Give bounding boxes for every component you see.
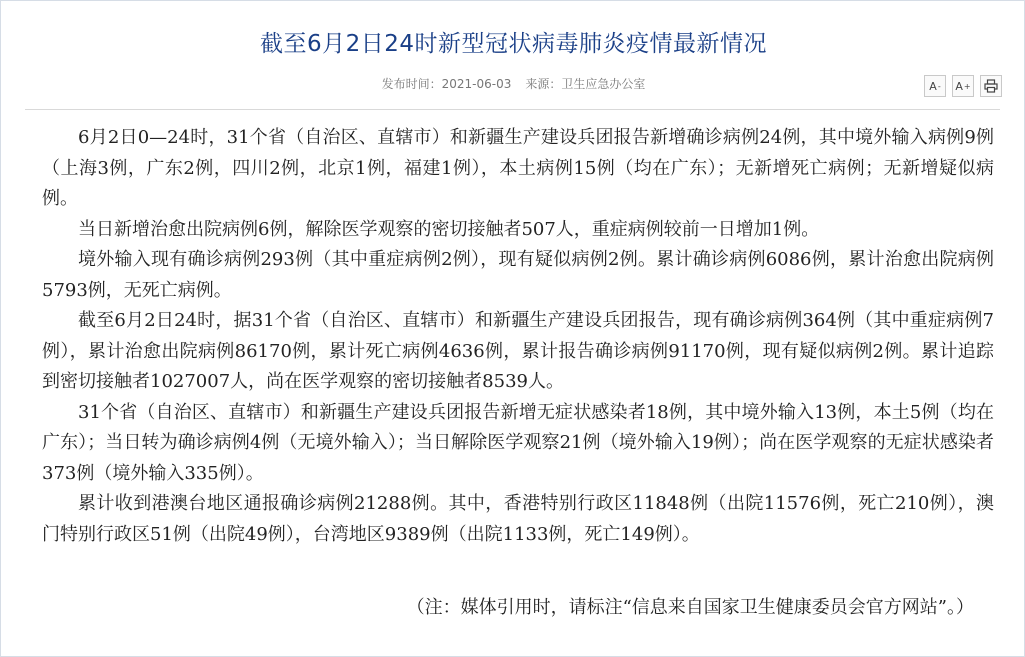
- paragraph: 当日新增治愈出院病例6例，解除医学观察的密切接触者507人，重症病例较前一日增加1例。: [78, 218, 820, 240]
- paragraph: 6月2日0—24时，31个省（自治区、直辖市）和新疆生产建设兵团报告新增确诊病例24例，其中境外输入病例9例（上海3例，广东2例，四川2例，北京1例，福建1例），本土病例15例（均在广东）；无新增死亡病例；无新增疑似病例。: [42, 127, 994, 209]
- article-meta: [1, 75, 1025, 92]
- paragraph: 累计收到港澳台地区通报确诊病例21288例。其中，香港特别行政区11848例（出院11576例，死亡210例），澳门特别行政区51例（出院49例），台湾地区9389例（出院1133例，死亡149例）。: [42, 493, 994, 545]
- source-label: 来源：: [525, 77, 562, 91]
- article-title: 截至6月2日24时新型冠状病毒肺炎疫情最新情况: [259, 31, 768, 57]
- publish-time-label: 发布时间：: [381, 77, 442, 91]
- paragraph: 境外输入现有确诊病例293例（其中重症病例2例），现有疑似病例2例。累计确诊病例6086例，累计治愈出院病例5793例，无死亡病例。: [42, 249, 994, 301]
- printer-icon: [984, 79, 998, 93]
- paragraph: 31个省（自治区、直辖市）和新疆生产建设兵团报告新增无症状感染者18例，其中境外输入13例，本土5例（均在广东）；当日转为确诊病例4例（无境外输入）；当日解除医学观察21例（境外输入19例）；尚在医学观察的无症状感染者373例（境外输入335例）。: [42, 401, 994, 484]
- citation-note: （注：媒体引用时，请标注“信息来自国家卫生健康委员会官方网站”。）: [406, 597, 974, 618]
- article-body: [42, 123, 994, 550]
- publish-date: 2021-06-03: [441, 77, 512, 91]
- header-divider: [25, 109, 1000, 110]
- source-name: 卫生应急办公室: [561, 77, 646, 91]
- paragraph: 截至6月2日24时，据31个省（自治区、直辖市）和新疆生产建设兵团报告，现有确诊病例364例（其中重症病例7例），累计治愈出院病例86170例，累计死亡病例4636例，累计报告确诊病例91170例，现有疑似病例2例。累计追踪到密切接触者1027007人，尚在医学观察的密切接触者8539人。: [42, 310, 994, 392]
- article-toolbar: [924, 75, 1002, 97]
- font-larger-button[interactable]: A +: [952, 75, 974, 97]
- font-smaller-button[interactable]: A -: [924, 75, 946, 97]
- print-button[interactable]: [980, 75, 1002, 97]
